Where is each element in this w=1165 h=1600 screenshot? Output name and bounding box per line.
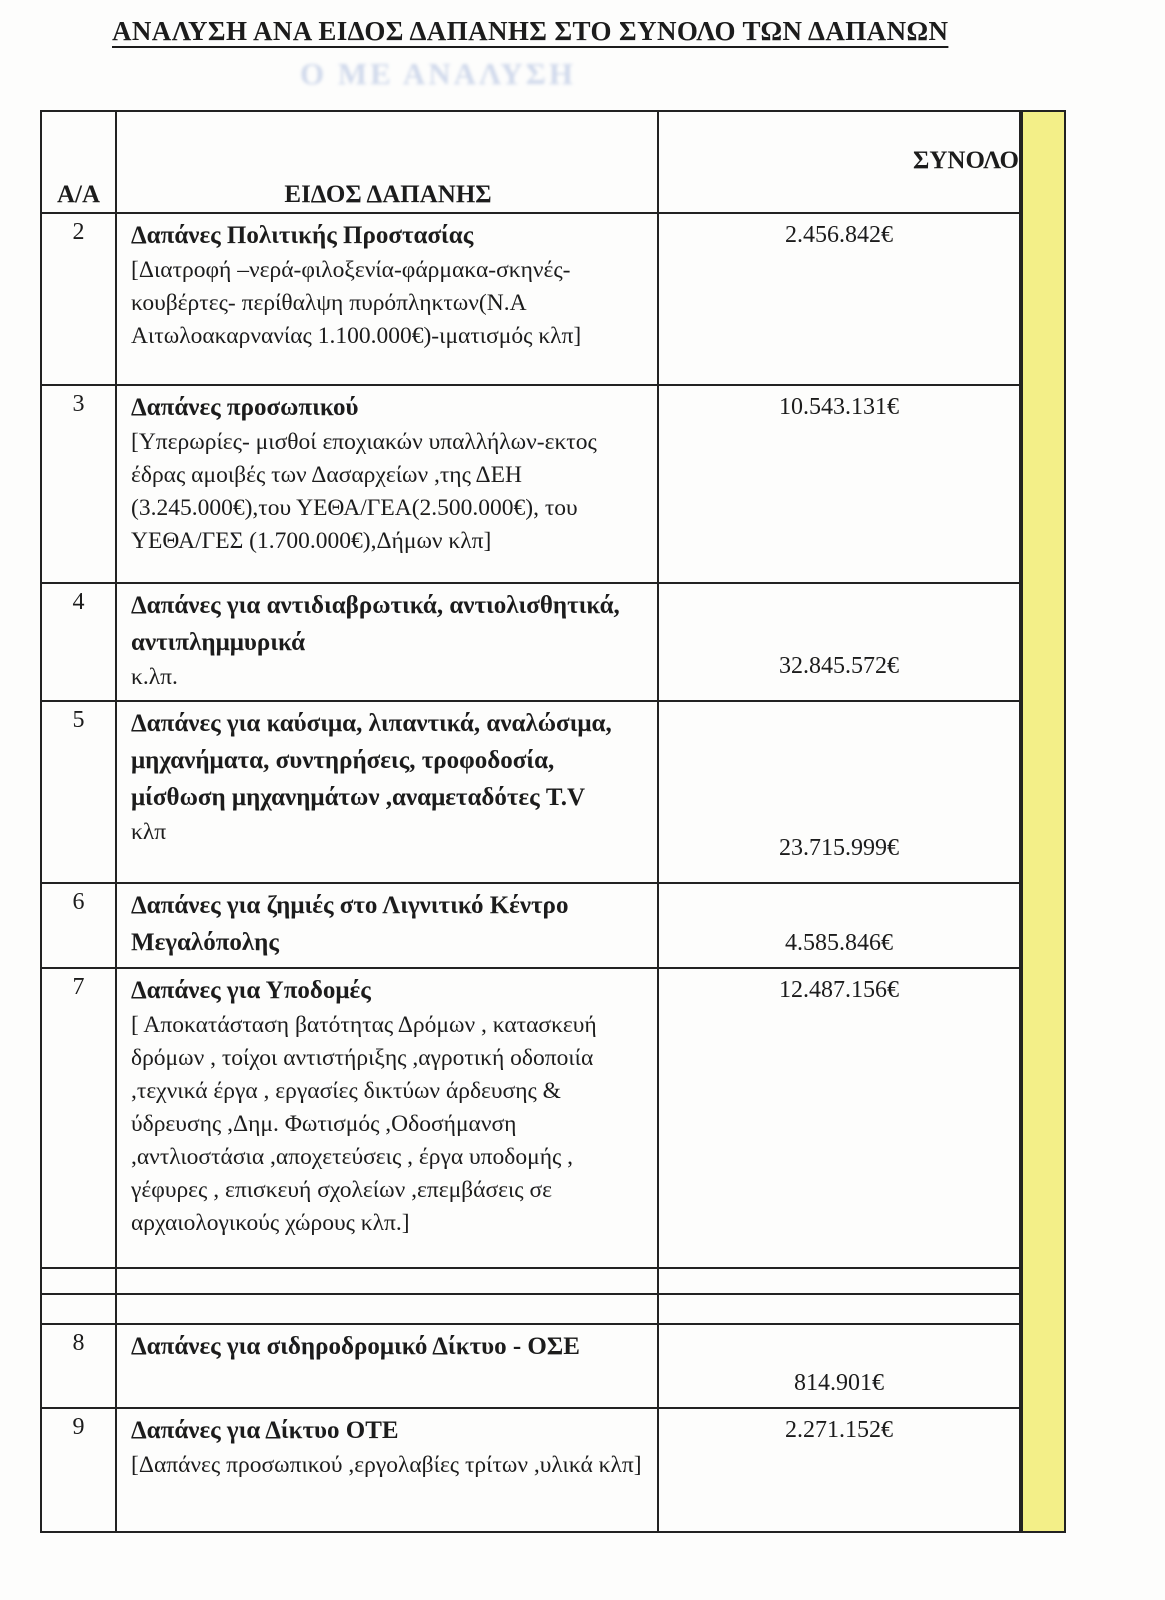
empty-cell <box>117 1269 659 1293</box>
row-number: 2 <box>42 214 117 384</box>
expense-cell <box>117 702 659 882</box>
table-row <box>42 1325 1019 1409</box>
bleed-through-ghost-text: Ο ΜΕ ΑΝΑΛΥΣΗ <box>300 56 577 91</box>
row-number: 9 <box>42 1409 117 1531</box>
expense-details: [ Αποκατάσταση βατότητας Δρόμων , κατασκευή δρόμων , τοίχοι αντιστήριξης ,αγροτική οδοποιία ,τεχνικά έργα , εργασίες δικτύων άρδευσης & ύδρευσης ,Δημ. Φωτισμός ,Οδοσήμανση ,αντλιοστάσια ,αποχετεύσεις , έργα υποδομής , γέφυρες , επισκευή σχολείων ,επεμβάσεις σε αρχαιολογικούς χώρους κλπ.] <box>131 1012 597 1236</box>
yellow-highlight-strip <box>1021 110 1066 1533</box>
empty-cell <box>117 1295 659 1323</box>
expense-details: κλπ <box>131 819 167 845</box>
expense-title: Δαπάνες για αντιδιαβρωτικά, αντιολισθητικά, αντιπλημμυρικά <box>131 592 620 656</box>
expense-title: Δαπάνες για σιδηροδρομικό Δίκτυο - ΟΣΕ <box>131 1333 580 1360</box>
table-row <box>42 702 1019 884</box>
amount-cell <box>659 884 1019 967</box>
expense-title: Δαπάνες για ζημιές στο Λιγνιτικό Κέντρο Μεγαλόπολης <box>131 892 569 956</box>
row-number: 4 <box>42 584 117 700</box>
empty-row <box>42 1269 1019 1295</box>
empty-cell <box>42 1295 117 1323</box>
amount-value: 12.487.156€ <box>779 977 899 1003</box>
expense-details: [Δαπάνες προσωπικού ,εργολαβίες τρίτων ,υλικά κλπ] <box>131 1452 642 1478</box>
expenses-table <box>40 110 1021 1533</box>
amount-cell <box>659 1409 1019 1531</box>
table-header-row <box>42 112 1019 214</box>
expense-cell <box>117 969 659 1267</box>
row-number: 8 <box>42 1325 117 1407</box>
expense-title: Δαπάνες για καύσιμα, λιπαντικά, αναλώσιμα, μηχανήματα, συντηρήσεις, τροφοδοσία, μίσθωση μηχανημάτων ,αναμεταδότες T.V <box>131 710 612 811</box>
amount-cell <box>659 386 1019 582</box>
document-title: ΑΝΑΛΥΣΗ ΑΝΑ ΕΙΔΟΣ ΔΑΠΑΝΗΣ ΣΤΟ ΣΥΝΟΛΟ ΤΩΝ ΔΑΠΑΝΩΝ <box>112 16 949 46</box>
table-row <box>42 386 1019 584</box>
amount-cell <box>659 1325 1019 1407</box>
expense-title: Δαπάνες για Υποδομές <box>131 977 371 1004</box>
table-row <box>42 969 1019 1269</box>
expense-title: Δαπάνες για Δίκτυο ΟΤΕ <box>131 1417 399 1444</box>
expense-cell <box>117 1325 659 1407</box>
header-cell-id: Α/Α <box>42 112 117 212</box>
row-number: 5 <box>42 702 117 882</box>
row-number: 7 <box>42 969 117 1267</box>
amount-value: 2.456.842€ <box>785 222 893 248</box>
amount-cell <box>659 702 1019 882</box>
amount-value: 23.715.999€ <box>779 835 899 861</box>
amount-value: 10.543.131€ <box>779 394 899 420</box>
header-cell-total: ΣΥΝΟΛΟ <box>913 146 1019 174</box>
empty-cell <box>42 1269 117 1293</box>
amount-value: 2.271.152€ <box>785 1417 893 1443</box>
amount-value: 32.845.572€ <box>779 653 899 679</box>
amount-cell <box>659 584 1019 700</box>
expense-cell <box>117 1409 659 1531</box>
table-row <box>42 584 1019 702</box>
expense-details: [Διατροφή –νερά-φιλοξενία-φάρμακα-σκηνές-κουβέρτες- περίθαλψη πυρόπληκτων(Ν.Α Αιτωλοακαρνανίας 1.100.000€)-ιματισμός κλπ] <box>131 257 582 349</box>
empty-cell <box>659 1269 1019 1293</box>
header-cell-type: ΕΙΔΟΣ ΔΑΠΑΝΗΣ <box>117 112 659 212</box>
expense-cell <box>117 214 659 384</box>
amount-value: 814.901€ <box>794 1370 884 1396</box>
expense-details: [Υπερωρίες- μισθοί εποχιακών υπαλλήλων-εκτος έδρας αμοιβές των Δασαρχείων ,της ΔΕΗ (3.245.000€),του ΥΕΘΑ/ΓΕΑ(2.500.000€), του ΥΕΘΑ/ΓΕΣ (1.700.000€),Δήμων κλπ] <box>131 429 597 554</box>
empty-cell <box>659 1295 1019 1323</box>
table-row <box>42 884 1019 969</box>
row-number: 6 <box>42 884 117 967</box>
amount-value: 4.585.846€ <box>785 930 893 956</box>
table-row <box>42 1409 1019 1531</box>
empty-row <box>42 1295 1019 1325</box>
expense-cell <box>117 884 659 967</box>
row-number: 3 <box>42 386 117 582</box>
expense-title: Δαπάνες Πολιτικής Προστασίας <box>131 222 474 249</box>
expense-cell <box>117 386 659 582</box>
amount-cell <box>659 214 1019 384</box>
expense-details: κ.λπ. <box>131 664 178 690</box>
expense-cell <box>117 584 659 700</box>
amount-cell <box>659 969 1019 1267</box>
table-row <box>42 214 1019 386</box>
expense-title: Δαπάνες προσωπικού <box>131 394 359 421</box>
